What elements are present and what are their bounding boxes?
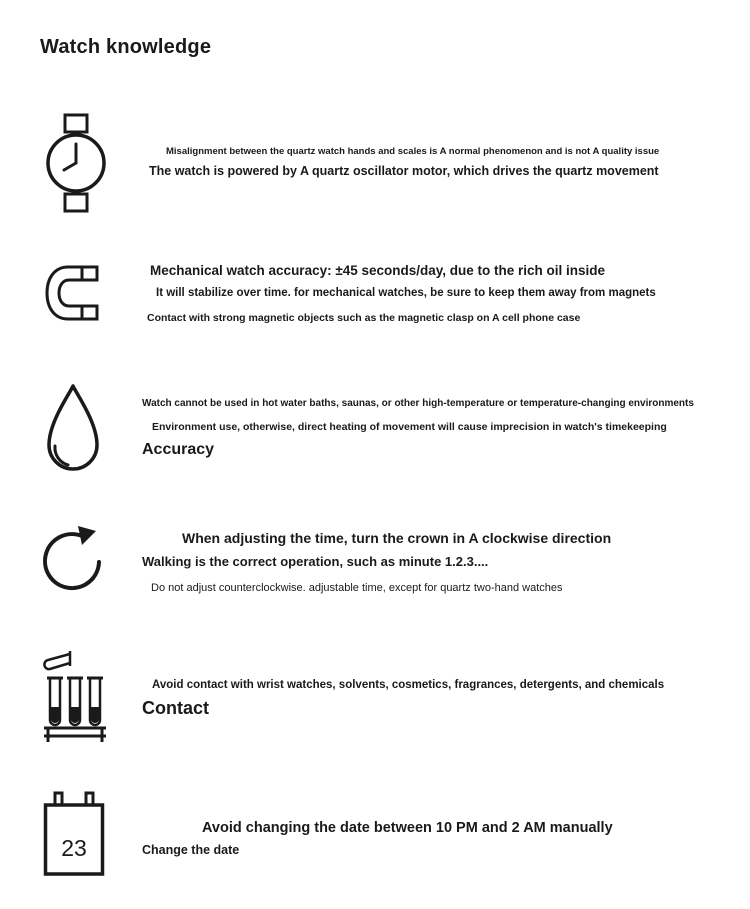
- test-tubes-icon: [38, 648, 112, 744]
- clockwise-arrow-icon: [40, 522, 106, 600]
- section-line: Watch cannot be used in hot water baths, saunas, or other high-temperature or temperature-changing environments: [142, 398, 694, 409]
- section-line: Contact with strong magnetic objects such as the magnetic clasp on A cell phone case: [147, 312, 581, 324]
- section-quartz-movement: [0, 112, 750, 222]
- wristwatch-icon: [45, 113, 107, 213]
- section-line: Misalignment between the quartz watch hands and scales is A normal phenomenon and is not A quality issue: [166, 146, 660, 157]
- water-drop-icon: [40, 383, 106, 478]
- section-line: Walking is the correct operation, such as minute 1.2.3....: [142, 554, 489, 569]
- section-line: The watch is powered by A quartz oscillator motor, which drives the quartz movement: [149, 164, 659, 178]
- section-line: Accuracy: [142, 441, 215, 458]
- section-date-change: [0, 788, 750, 883]
- section-line: Avoid changing the date between 10 PM and 2 AM manually: [202, 820, 613, 836]
- section-line: Contact: [142, 698, 209, 718]
- section-line: Avoid contact with wrist watches, solvents, cosmetics, fragrances, detergents, and chemicals: [152, 679, 665, 691]
- section-line: Do not adjust counterclockwise. adjustable time, except for quartz two-hand watches: [151, 582, 563, 594]
- section-line: It will stabilize over time. for mechanical watches, be sure to keep them away from magnets: [156, 287, 656, 299]
- section-chemical-contact: [0, 645, 750, 750]
- calendar-day-number: 23: [61, 835, 87, 861]
- section-line: Mechanical watch accuracy: ±45 seconds/day, due to the rich oil inside: [150, 263, 606, 278]
- magnet-icon: [42, 262, 106, 324]
- page-title: Watch knowledge: [40, 36, 212, 58]
- section-magnetism: [0, 258, 750, 333]
- section-line: Change the date: [142, 843, 240, 857]
- section-line: When adjusting the time, turn the crown in A clockwise direction: [182, 530, 612, 546]
- section-temperature-accuracy: [0, 383, 750, 483]
- calendar-icon: [42, 790, 106, 878]
- section-line: Environment use, otherwise, direct heating of movement will cause imprecision in watch's timekeeping: [152, 421, 667, 433]
- section-crown-adjustment: [0, 520, 750, 605]
